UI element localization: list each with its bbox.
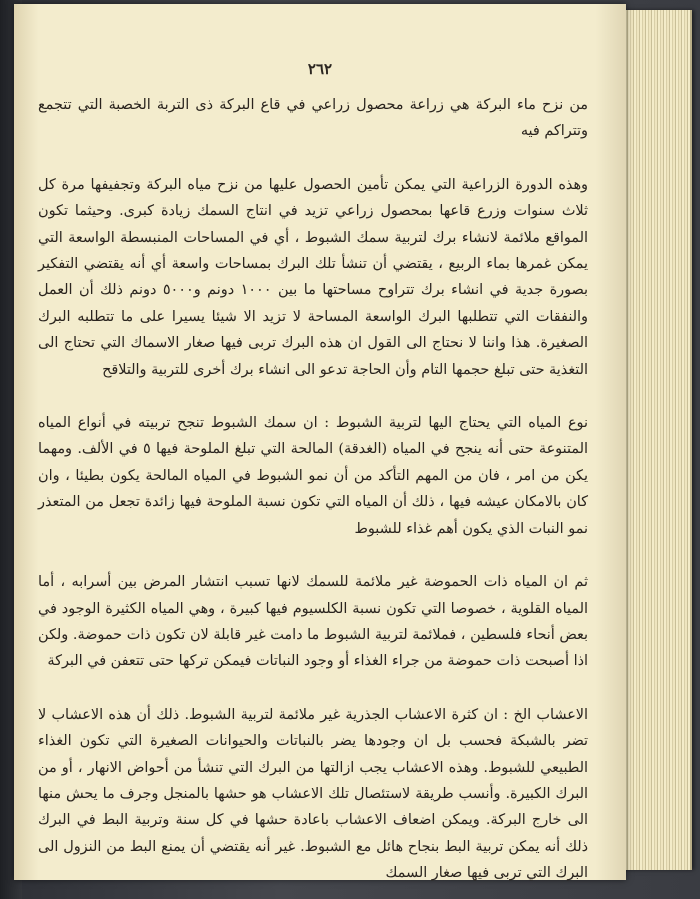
page-number: ٢٦٢ — [307, 60, 333, 78]
paragraph-5: الاعشاب الخ : ان كثرة الاعشاب الجذرية غير ملائمة لتربية الشبوط. ذلك أن هذه الاعشاب لا تضر بالشبكة فحسب بل ان وجودها يضر بالنباتات والحيوانات الصغيرة التي تكون الغذاء الطبيعي للشبوط. وهذه الاعشاب يجب ازالتها من البرك التي تنشأ من أحواض الانهار ، أو من البرك الكبيرة. وأنسب طريقة لاستئصال تلك الاعشاب هو حشها بالمنجل وجرف ما يحش منها الى خارج البركة. ويمكن اضعاف الاعشاب باعادة حشها في كل سنة وتربية البط في البرك ذلك أنه يمكن تربية البط بنجاح هائل مع الشبوط. غير أنه يقتضي أن يمنع البط من النزول الى البرك التي تربى فيها صغار السمك — [38, 706, 588, 882]
paragraph-2: وهذه الدورة الزراعية التي يمكن تأمين الحصول عليها من نزح مياه البركة وتجفيفها مرة كل ثلاث سنوات وزرع قاعها بمحصول زراعي تزيد في انتاج السمك زيادة كبرى. وحيثما تكون المواقع ملائمة لانشاء برك لتربية سمك الشبوط ، أي في المساحات المنبسطة الواسعة التي يمكن غمرها بماء الربيع ، يقتضي أن تنشأ تلك البرك بمساحات واسعة أي أنه يقتضي التفكير بصورة جدية في انشاء برك تتراوح مساحتها ما بين ١٠٠٠ دونم و٥٠٠٠ دونم ذلك أن العمل والنفقات التي تتطلبها البرك الواسعة المساحة لا تزيد الا شيئا يسيرا على ما تتطلبه البرك الصغيرة. هذا واننا لا نحتاج الى القول ان هذه البرك تربى فيها صغار الاسماك التي تحتاج الى التغذية حتى تبلغ حجمها التام وأن الحاجة تدعو الى انشاء برك أخرى للتربية والتلاقح — [38, 176, 588, 378]
paragraph-1: من نزح ماء البركة هي زراعة محصول زراعي في قاع البركة ذى التربة الخصبة التي تتجمع وتتراكم فيه — [38, 97, 588, 140]
paragraph-4: ثم ان المياه ذات الحموضة غير ملائمة للسمك لانها تسبب انتشار المرض بين أسرابه ، أما المياه القلوية ، خصوصا التي تكون نسبة الكلسيوم فيها كبيرة ، وهي المياه الكثيرة الوجود في بعض أنحاء فلسطين ، فملائمة لتربية الشبوط ما دامت غير قابلة لان تكون ذات حموضة. ولكن اذا أصبحت ذات حموضة من جراء الغذاء أو وجود النباتات فيمكن تركها حتى تتعفن في البركة — [38, 574, 588, 670]
book-page — [14, 4, 626, 880]
paragraph-3: نوع المياه التي يحتاج اليها لتربية الشبوط : ان سمك الشبوط تنجح تربيته في أنواع المياه المتنوعة حتى أنه ينجح في المياه (الغدقة) المالحة التي تبلغ الملوحة فيها ٥ في الألف. ومهما يكن من امر ، فان من المهم التأكد من أن نمو الشبوط في المياه المالحة يكون بطيئا ، وان كان بالامكان عيشه فيها ، ذلك أن المياه التي تكون نسبة الملوحة فيها زائدة تجعل من المتعذر نمو النبات الذي يكون أهم غذاء للشبوط — [38, 415, 588, 537]
page-body — [38, 92, 588, 899]
